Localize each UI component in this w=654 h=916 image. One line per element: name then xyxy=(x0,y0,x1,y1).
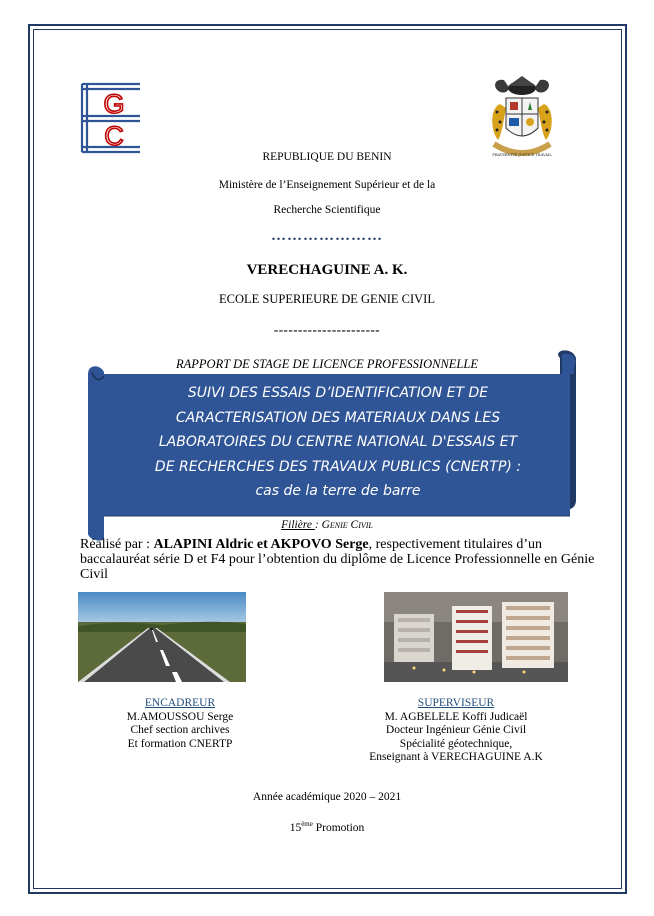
filiere-line xyxy=(0,519,654,531)
encadreur-org: Et formation CNERTP xyxy=(127,737,233,750)
report-title-subtitle: cas de la terre de barre xyxy=(255,483,421,499)
school-name: VERECHAGUINE A. K. xyxy=(246,262,408,278)
dashed-separator: ---------------------- xyxy=(273,322,381,337)
superviseur-specialty: Spécialité géotechnique, xyxy=(399,737,513,750)
encadreur-name: M.AMOUSSOU Serge xyxy=(126,710,234,723)
promotion-number: 15 xyxy=(289,822,302,834)
report-title-line-4: DE RECHERCHES DES TRAVAUX PUBLICS (CNERTP) : xyxy=(154,458,522,475)
coat-of-arms-motto: FRATERNITÉ JUSTICE TRAVAIL xyxy=(492,153,552,157)
superviseur-position: Enseignant à VERECHAGUINE A.K xyxy=(369,751,543,763)
egc-letter-c: C xyxy=(104,121,124,151)
superviseur-title: Docteur Ingénieur Génie Civil xyxy=(385,724,527,736)
dotted-separator: ………………… xyxy=(271,228,383,244)
encadreur-block xyxy=(100,697,260,751)
egc-letter-g: G xyxy=(103,89,125,119)
encadreur-heading: ENCADREUR xyxy=(144,697,216,709)
report-title xyxy=(112,381,564,504)
egc-logo-icon xyxy=(78,80,144,156)
encadreur-role: Chef section archives xyxy=(130,724,230,736)
promotion-ordinal: ème xyxy=(301,820,313,829)
ministry-line-2: Recherche Scientifique xyxy=(273,204,381,216)
school-full-name: ECOLE SUPERIEURE DE GENIE CIVIL xyxy=(219,292,435,306)
road-photo xyxy=(78,592,246,682)
report-title-line-2: CARACTERISATION DES MATERIAUX DANS LES xyxy=(175,409,501,426)
superviseur-heading: SUPERVISEUR xyxy=(417,697,495,709)
realise-prefix: Réalisé par : xyxy=(80,537,154,552)
promotion-word: Promotion xyxy=(312,822,365,834)
authors-paragraph xyxy=(80,537,600,582)
report-title-line-3: LABORATOIRES DU CENTRE NATIONAL D'ESSAIS ET xyxy=(158,434,518,450)
report-title-line-1: SUIVI DES ESSAIS D’IDENTIFICATION ET DE xyxy=(187,385,489,401)
building-model-photo xyxy=(384,592,568,682)
authors-names: ALAPINI Aldric et AKPOVO Serge xyxy=(153,537,369,552)
republic-heading: REPUBLIQUE DU BENIN xyxy=(262,151,392,163)
superviseur-block xyxy=(336,697,576,765)
promotion-line xyxy=(0,822,654,834)
realise-suffix: , respectivement titulaires d’un baccalauréat série D et F4 pour l’obtention du diplôme de Licence Professionnelle en Génie Civil xyxy=(80,537,595,582)
academic-year: Année académique 2020 – 2021 xyxy=(252,791,402,803)
superviseur-name: M. AGBELELE Koffi Judicaël xyxy=(384,710,528,723)
filiere-colon: : xyxy=(314,519,322,531)
ministry-line-1: Ministère de l’Enseignement Supérieur et de la xyxy=(218,179,436,191)
filiere-label: Filière xyxy=(281,519,315,531)
filiere-value: Genie Civil xyxy=(321,519,373,531)
report-type: RAPPORT DE STAGE DE LICENCE PROFESSIONNELLE xyxy=(176,357,478,371)
